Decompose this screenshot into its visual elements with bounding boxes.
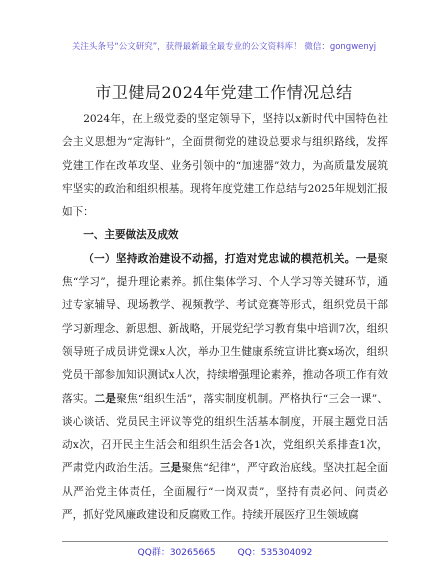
point-3-marker: 三是 (159, 462, 182, 475)
sub-heading-1: （一）坚持政治建设不动摇，打造对党忠诚的模范机关。 (83, 252, 356, 265)
point-3-text: 聚焦“纪律”，严守政治底线。坚决扛起全面从严治党主体责任，全面履行“一岗双责”，坚持有责必问、问责必严，抓好党风廉政建设和反腐败工作。持续开展医疗卫生领域腐 (62, 462, 388, 522)
document-body (62, 108, 388, 527)
point-2-marker: 二是 (94, 392, 117, 405)
point-1-text: 聚焦“学习”，提升理论素养。抓住集体学习、个人学习等关键环节，通过专家辅导、现场教学、视频教学、考试竞赛等形式，组织党员干部学习新理念、新思想、新战略，开展党纪学习教育集中培训7次，组织领导班子成员讲党课x人次，举办卫生健康系统宣讲比赛x场次，组织党员干部参加知识测试x人次，持续增强理论素养，推动各项工作有效落实。 (62, 252, 389, 405)
point-1-marker: 一是 (355, 252, 378, 265)
section-heading-1: 一、主要做法及成效 (83, 229, 179, 242)
footer-qq: QQ：535304092 (237, 548, 313, 558)
top-banner: 关注头条号“公文研究”，获得最新最全最专业的公文资料库！ 微信：gongwenyj (71, 42, 377, 52)
footer-bar (62, 541, 388, 558)
sub-section-paragraph (62, 248, 388, 528)
document-title: 市卫健局2024年党建工作情况总结 (95, 83, 353, 102)
intro-paragraph: 2024年，在上级党委的坚定领导下，坚持以x新时代中国特色社会主义思想为“定海针”，全面贯彻党的建设总要求与组织路线，发挥党建工作在改革攻坚、业务引领中的“加速器”效力，为高质量发展筑牢坚实的政治和组织根基。现将年度党建工作总结与2025年规划汇报如下： (62, 113, 388, 219)
footer-qq-group: QQ群：30265665 (137, 548, 216, 558)
point-2-text: 聚焦“组织生活”，落实制度机制。严格执行“三会一课”、谈心谈话、党员民主评议等党的组织生活基本制度，开展主题党日活动x次，召开民主生活会和组织生活会各1次，党组织关系排查1次，严肃党内政治生活。 (62, 392, 388, 475)
